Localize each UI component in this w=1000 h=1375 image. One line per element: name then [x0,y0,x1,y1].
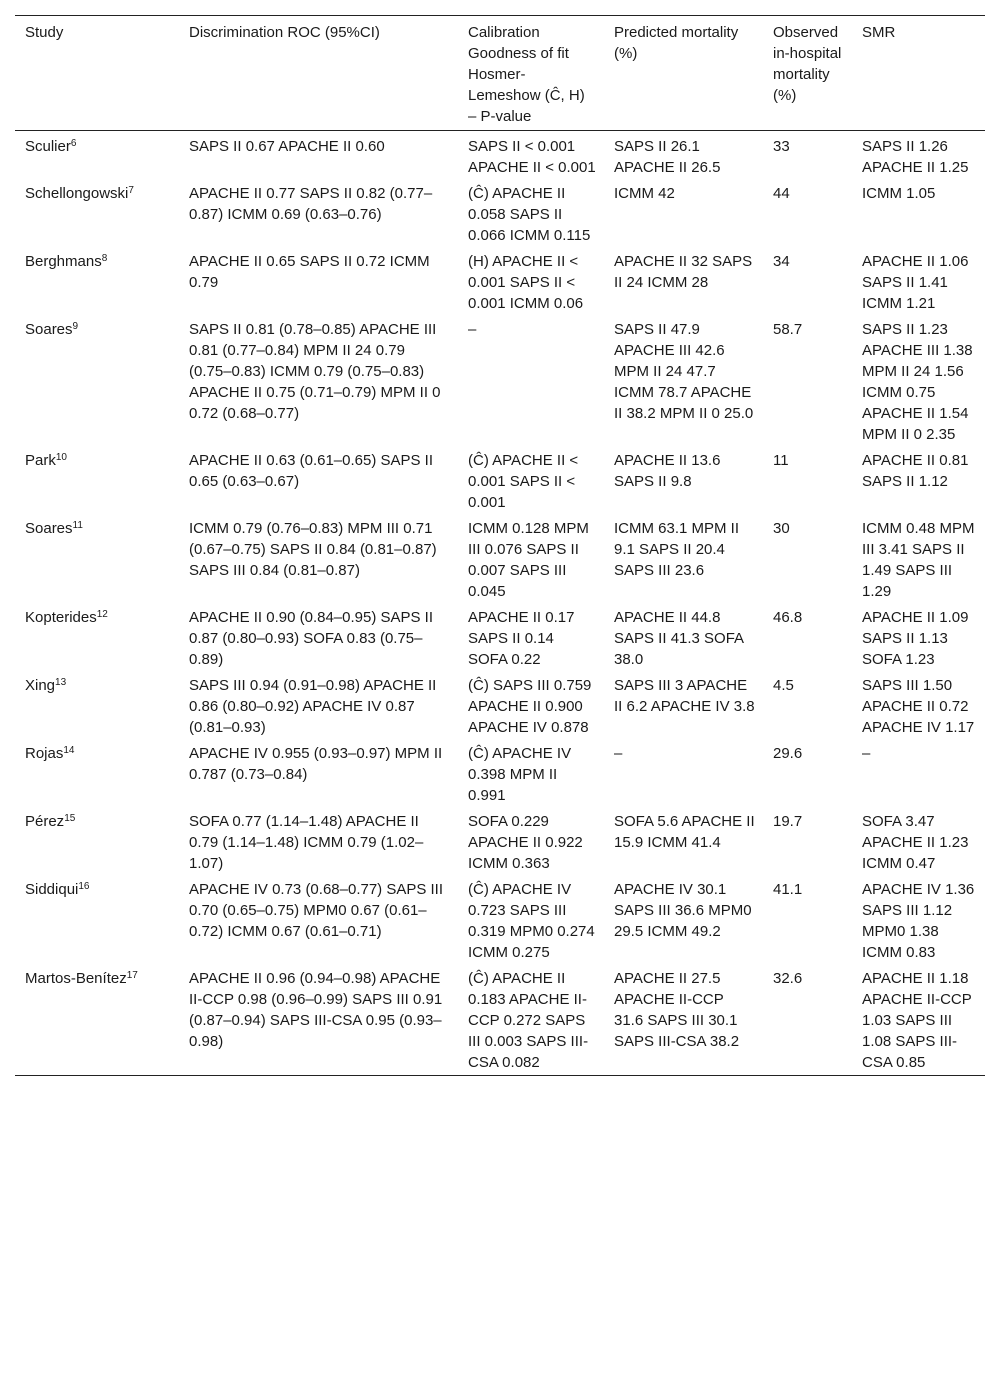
observed-mortality-cell: 41.1 [773,881,803,898]
observed-mortality-cell: 11 [773,452,789,469]
predicted-mortality-cell: APACHE IV 30.1 SAPS III 36.6 MPM0 29.5 ICMM 49.2 [614,881,752,940]
table-row [15,740,985,808]
header-study: Study [25,24,64,41]
table-row [15,604,985,672]
table-header [15,16,985,131]
observed-mortality-cell: 34 [773,253,790,270]
table-row [15,965,985,1076]
discrimination-cell: SAPS III 0.94 (0.91–0.98) APACHE II 0.86 (0.80–0.92) APACHE IV 0.87 (0.81–0.93) [189,677,437,736]
study-cell [15,740,179,808]
smr-cell: SOFA 3.47 APACHE II 1.23 ICMM 0.47 [862,813,969,872]
study-name: Berghmans [25,253,102,270]
study-name: Schellongowski [25,185,129,202]
predicted-mortality-cell: APACHE II 44.8 SAPS II 41.3 SOFA 38.0 [614,609,744,668]
table-row [15,672,985,740]
study-cell [15,316,179,447]
reference-number: 13 [55,677,67,688]
header-smr: SMR [862,24,896,41]
table-row [15,316,985,447]
reference-number: 9 [72,321,79,332]
study-cell [15,515,179,604]
table-row [15,248,985,316]
discrimination-cell: APACHE II 0.63 (0.61–0.65) SAPS II 0.65 (0.63–0.67) [189,452,434,490]
calibration-cell: (Ĉ) APACHE IV 0.398 MPM II 0.991 [468,745,572,804]
reference-number: 7 [128,185,134,196]
study-name: Siddiqui [25,881,79,898]
calibration-cell: (H) APACHE II < 0.001 SAPS II < 0.001 ICMM 0.06 [468,253,584,312]
calibration-cell: SOFA 0.229 APACHE II 0.922 ICMM 0.363 [468,813,583,872]
smr-cell: APACHE II 0.81 SAPS II 1.12 [862,452,969,490]
study-cell [15,131,179,181]
observed-mortality-cell: 46.8 [773,609,803,626]
study-name: Park [25,452,56,469]
study-name: Kopterides [25,609,97,626]
predicted-mortality-cell: APACHE II 27.5 APACHE II-CCP 31.6 SAPS III 30.1 SAPS III-CSA 38.2 [614,970,740,1050]
reference-number: 8 [101,253,108,264]
reference-number: 17 [126,970,138,981]
reference-number: 12 [96,609,108,620]
table-row [15,180,985,248]
study-cell [15,876,179,965]
discrimination-cell: ICMM 0.79 (0.76–0.83) MPM III 0.71 (0.67–0.75) SAPS II 0.84 (0.81–0.87) SAPS III 0.84 (0.81–0.87) [189,520,437,579]
study-cell [15,180,179,248]
predicted-mortality-cell: SOFA 5.6 APACHE II 15.9 ICMM 41.4 [614,813,755,851]
header-predicted-mortality: Predicted mortality (%) [614,24,739,62]
smr-cell: APACHE IV 1.36 SAPS III 1.12 MPM0 1.38 ICMM 0.83 [862,881,975,961]
reference-number: 10 [55,452,67,463]
study-name: Martos-Benítez [25,970,127,987]
observed-mortality-cell: 44 [773,185,790,202]
table-row [15,131,985,181]
calibration-cell: (Ĉ) APACHE IV 0.723 SAPS III 0.319 MPM0 0.274 ICMM 0.275 [468,881,595,961]
discrimination-cell: APACHE II 0.90 (0.84–0.95) SAPS II 0.87 (0.80–0.93) SOFA 0.83 (0.75–0.89) [189,609,434,668]
calibration-cell: (Ĉ) APACHE II < 0.001 SAPS II < 0.001 [468,452,579,511]
study-name: Rojas [25,745,64,762]
table-body [15,131,985,1076]
study-name: Sculier [25,138,71,155]
observed-mortality-cell: 33 [773,138,790,155]
calibration-cell: SAPS II < 0.001 APACHE II < 0.001 [468,138,596,176]
predicted-mortality-cell: APACHE II 32 SAPS II 24 ICMM 28 [614,253,753,291]
study-name: Pérez [25,813,65,830]
predicted-mortality-cell: – [614,745,623,762]
calibration-cell: (Ĉ) APACHE II 0.058 SAPS II 0.066 ICMM 0.115 [468,185,591,244]
severity-scores-table [15,15,985,1076]
smr-cell: APACHE II 1.06 SAPS II 1.41 ICMM 1.21 [862,253,969,312]
predicted-mortality-cell: SAPS II 47.9 APACHE III 42.6 MPM II 24 47.7 ICMM 78.7 APACHE II 38.2 MPM II 0 25.0 [614,321,754,422]
reference-number: 16 [78,881,90,892]
smr-cell: ICMM 0.48 MPM III 3.41 SAPS II 1.49 SAPS III 1.29 [862,520,975,600]
study-cell [15,447,179,515]
discrimination-cell: APACHE II 0.65 SAPS II 0.72 ICMM 0.79 [189,253,430,291]
table-row [15,447,985,515]
calibration-cell: (Ĉ) SAPS III 0.759 APACHE II 0.900 APACHE IV 0.878 [468,677,592,736]
study-cell [15,965,179,1076]
observed-mortality-cell: 19.7 [773,813,803,830]
table-row [15,808,985,876]
discrimination-cell: APACHE II 0.96 (0.94–0.98) APACHE II-CCP 0.98 (0.96–0.99) SAPS III 0.91 (0.87–0.94) SAPS III-CSA 0.95 (0.93–0.98) [189,970,443,1050]
calibration-cell: APACHE II 0.17 SAPS II 0.14 SOFA 0.22 [468,609,575,668]
discrimination-cell: SAPS II 0.67 APACHE II 0.60 [189,138,385,155]
study-name: Xing [25,677,56,694]
discrimination-cell: APACHE II 0.77 SAPS II 0.82 (0.77–0.87) ICMM 0.69 (0.63–0.76) [189,185,433,223]
predicted-mortality-cell: SAPS II 26.1 APACHE II 26.5 [614,138,721,176]
smr-cell: SAPS III 1.50 APACHE II 0.72 APACHE IV 1.17 [862,677,975,736]
reference-number: 6 [70,138,77,149]
reference-number: 11 [72,520,83,531]
smr-cell: – [862,745,871,762]
discrimination-cell: SAPS II 0.81 (0.78–0.85) APACHE III 0.81 (0.77–0.84) MPM II 24 0.79 (0.75–0.83) ICMM 0.79 (0.75–0.83) APACHE II 0.75 (0.71–0.79) MPM II 0 0.72 (0.68–0.77) [189,321,441,422]
study-cell [15,808,179,876]
smr-cell: APACHE II 1.09 SAPS II 1.13 SOFA 1.23 [862,609,969,668]
header-observed-mortality: Observed in-hospital mortality (%) [773,24,842,104]
calibration-cell: (Ĉ) APACHE II 0.183 APACHE II-CCP 0.272 SAPS III 0.003 SAPS III-CSA 0.082 [468,970,589,1071]
observed-mortality-cell: 32.6 [773,970,803,987]
predicted-mortality-cell: SAPS III 3 APACHE II 6.2 APACHE IV 3.8 [614,677,755,715]
smr-cell: SAPS II 1.26 APACHE II 1.25 [862,138,969,176]
header-row [15,16,985,131]
smr-cell: SAPS II 1.23 APACHE III 1.38 MPM II 24 1.56 ICMM 0.75 APACHE II 1.54 MPM II 0 2.35 [862,321,973,443]
observed-mortality-cell: 30 [773,520,790,537]
study-name: Soares [25,321,73,338]
discrimination-cell: SOFA 0.77 (1.14–1.48) APACHE II 0.79 (1.14–1.48) ICMM 0.79 (1.02–1.07) [189,813,424,872]
discrimination-cell: APACHE IV 0.73 (0.68–0.77) SAPS III 0.70 (0.65–0.75) MPM0 0.67 (0.61–0.72) ICMM 0.67 (0.61–0.71) [189,881,444,940]
calibration-cell: – [468,321,477,338]
reference-number: 14 [63,745,75,756]
study-cell [15,672,179,740]
predicted-mortality-cell: ICMM 42 [614,185,675,202]
observed-mortality-cell: 4.5 [773,677,794,694]
header-discrimination: Discrimination ROC (95%CI) [189,24,380,41]
smr-cell: APACHE II 1.18 APACHE II-CCP 1.03 SAPS III 1.08 SAPS III-CSA 0.85 [862,970,972,1071]
observed-mortality-cell: 58.7 [773,321,803,338]
predicted-mortality-cell: ICMM 63.1 MPM II 9.1 SAPS II 20.4 SAPS III 23.6 [614,520,740,579]
smr-cell: ICMM 1.05 [862,185,936,202]
study-name: Soares [25,520,73,537]
study-cell [15,604,179,672]
table-row [15,876,985,965]
observed-mortality-cell: 29.6 [773,745,803,762]
reference-number: 15 [64,813,76,824]
table-row [15,515,985,604]
header-calibration: Calibration Goodness of fit Hosmer-Lemeshow (Ĉ, H) – P-value [468,24,585,125]
study-cell [15,248,179,316]
calibration-cell: ICMM 0.128 MPM III 0.076 SAPS II 0.007 SAPS III 0.045 [468,520,589,600]
discrimination-cell: APACHE IV 0.955 (0.93–0.97) MPM II 0.787 (0.73–0.84) [189,745,443,783]
predicted-mortality-cell: APACHE II 13.6 SAPS II 9.8 [614,452,721,490]
